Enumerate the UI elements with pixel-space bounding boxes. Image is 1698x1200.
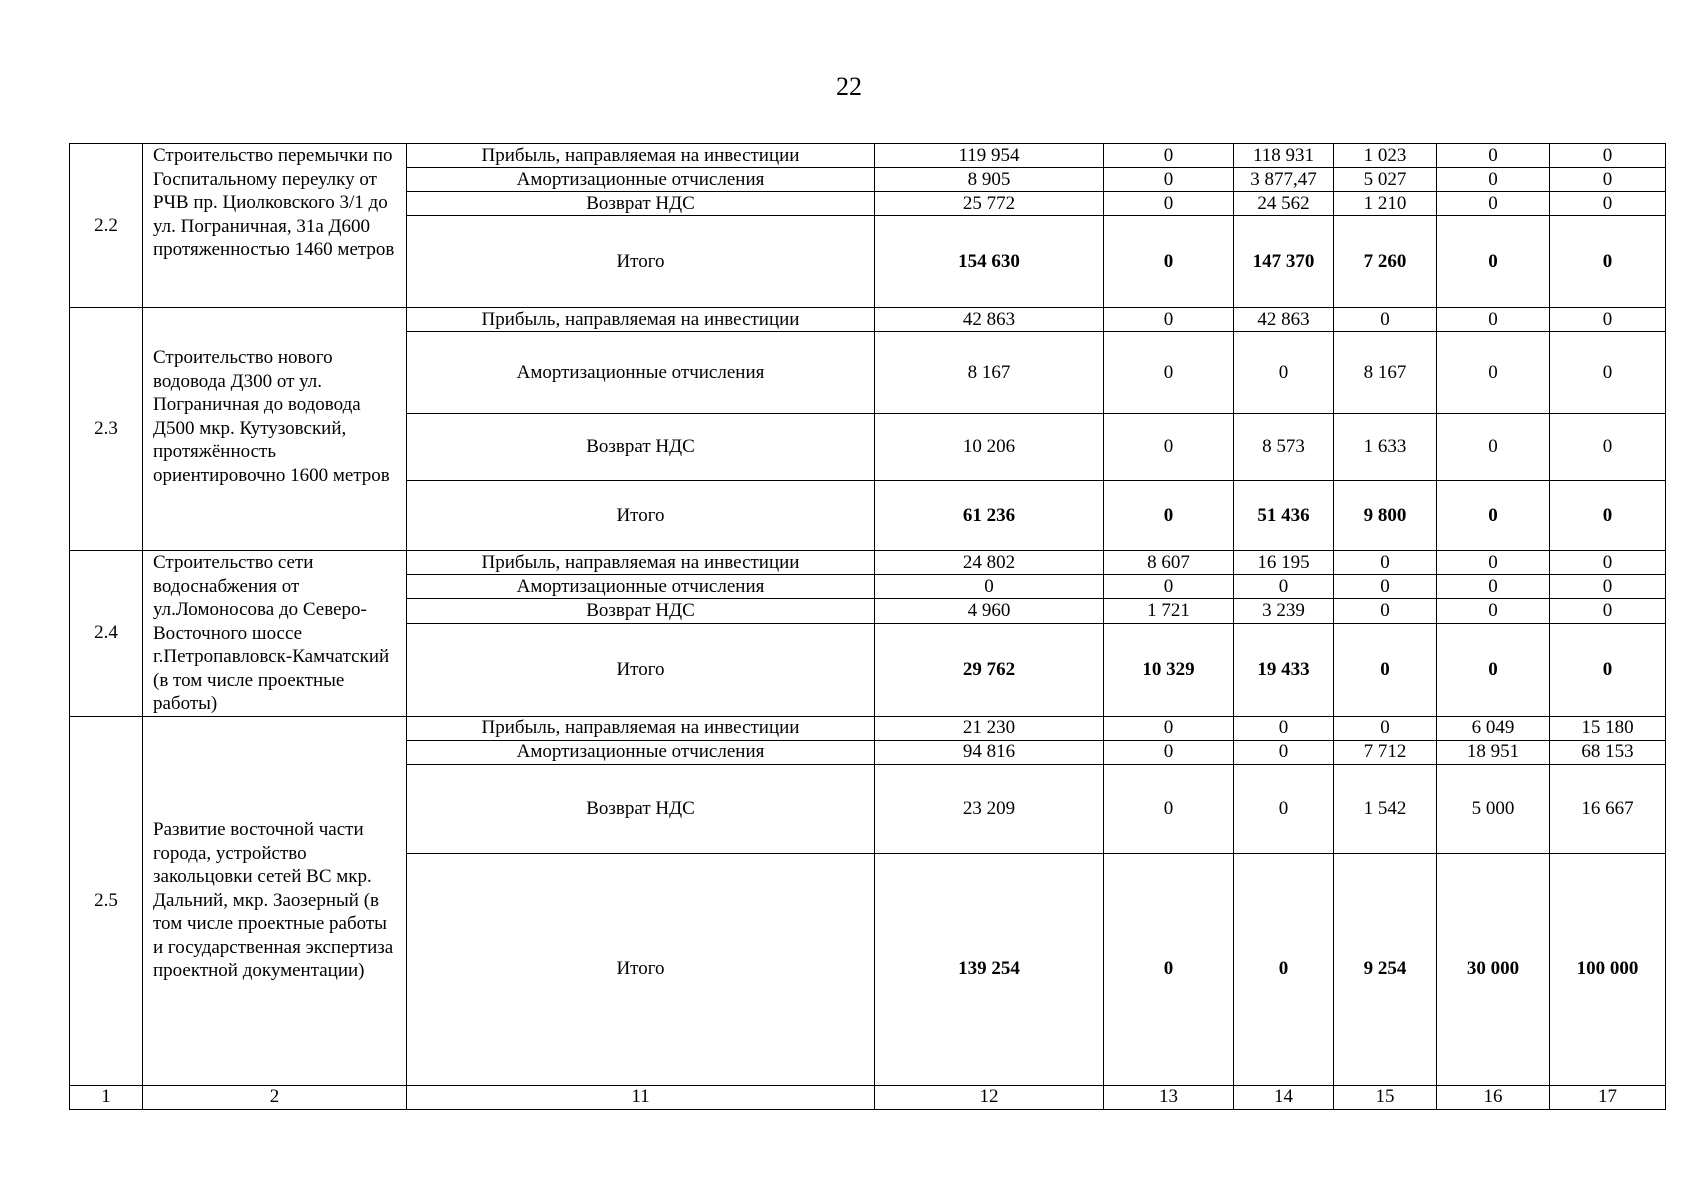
value-cell: 42 863 bbox=[1234, 308, 1334, 332]
value-cell: 0 bbox=[1550, 192, 1666, 216]
value-cell: 0 bbox=[1104, 332, 1234, 414]
value-cell: 0 bbox=[1437, 308, 1550, 332]
funding-source: Прибыль, направляемая на инвестиции bbox=[407, 716, 875, 740]
table-row bbox=[70, 308, 1666, 332]
value-cell: 118 931 bbox=[1234, 144, 1334, 168]
total-cell: 147 370 bbox=[1234, 216, 1334, 308]
value-cell: 16 195 bbox=[1234, 551, 1334, 575]
value-cell: 119 954 bbox=[875, 144, 1104, 168]
column-number: 11 bbox=[407, 1085, 875, 1109]
total-cell: 0 bbox=[1234, 853, 1334, 1085]
total-cell: 51 436 bbox=[1234, 481, 1334, 551]
item-description: Строительство сети водоснабжения от ул.Ломоносова до Северо-Восточного шоссе г.Петропавловск-Камчатский (в том числе проектные работы) bbox=[143, 551, 407, 717]
item-number: 2.5 bbox=[70, 716, 143, 1085]
value-cell: 3 877,47 bbox=[1234, 168, 1334, 192]
value-cell: 23 209 bbox=[875, 764, 1104, 853]
value-cell: 0 bbox=[1550, 308, 1666, 332]
table-row bbox=[70, 551, 1666, 575]
item-description: Развитие восточной части города, устройство закольцовки сетей ВС мкр. Дальний, мкр. Заозерный (в том числе проектные работы и государственная экспертиза проектной документации) bbox=[143, 716, 407, 1085]
value-cell: 0 bbox=[1104, 740, 1234, 764]
value-cell: 0 bbox=[1234, 740, 1334, 764]
value-cell: 0 bbox=[1234, 716, 1334, 740]
value-cell: 0 bbox=[1104, 168, 1234, 192]
funding-source: Прибыль, направляемая на инвестиции bbox=[407, 551, 875, 575]
column-number: 2 bbox=[143, 1085, 407, 1109]
value-cell: 0 bbox=[1234, 575, 1334, 599]
funding-source: Амортизационные отчисления bbox=[407, 575, 875, 599]
column-number: 14 bbox=[1234, 1085, 1334, 1109]
value-cell: 0 bbox=[1104, 716, 1234, 740]
total-cell: 139 254 bbox=[875, 853, 1104, 1085]
value-cell: 4 960 bbox=[875, 599, 1104, 623]
value-cell: 1 210 bbox=[1334, 192, 1437, 216]
column-number: 16 bbox=[1437, 1085, 1550, 1109]
value-cell: 0 bbox=[1334, 599, 1437, 623]
value-cell: 21 230 bbox=[875, 716, 1104, 740]
value-cell: 0 bbox=[1437, 575, 1550, 599]
value-cell: 0 bbox=[1550, 575, 1666, 599]
value-cell: 1 633 bbox=[1334, 414, 1437, 481]
total-cell: 0 bbox=[1104, 216, 1234, 308]
total-cell: 0 bbox=[1437, 623, 1550, 716]
value-cell: 15 180 bbox=[1550, 716, 1666, 740]
value-cell: 8 905 bbox=[875, 168, 1104, 192]
value-cell: 18 951 bbox=[1437, 740, 1550, 764]
value-cell: 25 772 bbox=[875, 192, 1104, 216]
column-number-row bbox=[70, 1085, 1666, 1109]
funding-source: Итого bbox=[407, 216, 875, 308]
total-cell: 10 329 bbox=[1104, 623, 1234, 716]
value-cell: 5 000 bbox=[1437, 764, 1550, 853]
value-cell: 0 bbox=[1437, 599, 1550, 623]
item-number: 2.2 bbox=[70, 144, 143, 308]
value-cell: 0 bbox=[1437, 332, 1550, 414]
page-number: 22 bbox=[836, 72, 862, 101]
total-cell: 0 bbox=[1104, 853, 1234, 1085]
value-cell: 8 167 bbox=[1334, 332, 1437, 414]
value-cell: 16 667 bbox=[1550, 764, 1666, 853]
value-cell: 8 607 bbox=[1104, 551, 1234, 575]
value-cell: 10 206 bbox=[875, 414, 1104, 481]
item-number: 2.4 bbox=[70, 551, 143, 717]
total-cell: 0 bbox=[1104, 481, 1234, 551]
value-cell: 0 bbox=[1334, 575, 1437, 599]
funding-source: Возврат НДС bbox=[407, 192, 875, 216]
value-cell: 24 802 bbox=[875, 551, 1104, 575]
column-number: 13 bbox=[1104, 1085, 1234, 1109]
funding-source: Итого bbox=[407, 481, 875, 551]
total-cell: 9 254 bbox=[1334, 853, 1437, 1085]
funding-source: Прибыль, направляемая на инвестиции bbox=[407, 308, 875, 332]
funding-source: Амортизационные отчисления bbox=[407, 740, 875, 764]
value-cell: 0 bbox=[1550, 414, 1666, 481]
value-cell: 0 bbox=[1437, 551, 1550, 575]
value-cell: 0 bbox=[1104, 764, 1234, 853]
value-cell: 5 027 bbox=[1334, 168, 1437, 192]
total-cell: 61 236 bbox=[875, 481, 1104, 551]
column-number: 1 bbox=[70, 1085, 143, 1109]
total-cell: 30 000 bbox=[1437, 853, 1550, 1085]
value-cell: 3 239 bbox=[1234, 599, 1334, 623]
total-cell: 29 762 bbox=[875, 623, 1104, 716]
funding-source: Возврат НДС bbox=[407, 414, 875, 481]
value-cell: 6 049 bbox=[1437, 716, 1550, 740]
total-cell: 0 bbox=[1437, 216, 1550, 308]
total-cell: 19 433 bbox=[1234, 623, 1334, 716]
value-cell: 0 bbox=[1550, 168, 1666, 192]
value-cell: 0 bbox=[1437, 192, 1550, 216]
item-description: Строительство перемычки по Госпитальному переулку от РЧВ пр. Циолковского 3/1 до ул. Пограничная, 31а Д600 протяженностью 1460 метров bbox=[143, 144, 407, 308]
funding-source: Возврат НДС bbox=[407, 764, 875, 853]
column-number: 12 bbox=[875, 1085, 1104, 1109]
value-cell: 0 bbox=[1104, 414, 1234, 481]
value-cell: 0 bbox=[1437, 168, 1550, 192]
investment-table bbox=[69, 143, 1666, 1110]
value-cell: 0 bbox=[1437, 414, 1550, 481]
total-cell: 0 bbox=[1334, 623, 1437, 716]
value-cell: 94 816 bbox=[875, 740, 1104, 764]
total-cell: 100 000 bbox=[1550, 853, 1666, 1085]
value-cell: 0 bbox=[1104, 192, 1234, 216]
funding-source: Амортизационные отчисления bbox=[407, 332, 875, 414]
funding-source: Возврат НДС bbox=[407, 599, 875, 623]
value-cell: 0 bbox=[1334, 308, 1437, 332]
total-cell: 0 bbox=[1550, 623, 1666, 716]
funding-source: Итого bbox=[407, 623, 875, 716]
value-cell: 0 bbox=[1550, 144, 1666, 168]
total-cell: 154 630 bbox=[875, 216, 1104, 308]
value-cell: 68 153 bbox=[1550, 740, 1666, 764]
funding-source: Итого bbox=[407, 853, 875, 1085]
total-cell: 0 bbox=[1550, 481, 1666, 551]
column-number: 15 bbox=[1334, 1085, 1437, 1109]
total-cell: 0 bbox=[1437, 481, 1550, 551]
value-cell: 0 bbox=[1334, 716, 1437, 740]
value-cell: 0 bbox=[1550, 332, 1666, 414]
value-cell: 0 bbox=[1550, 551, 1666, 575]
value-cell: 1 721 bbox=[1104, 599, 1234, 623]
value-cell: 8 167 bbox=[875, 332, 1104, 414]
column-number: 17 bbox=[1550, 1085, 1666, 1109]
value-cell: 0 bbox=[875, 575, 1104, 599]
value-cell: 0 bbox=[1234, 332, 1334, 414]
value-cell: 0 bbox=[1334, 551, 1437, 575]
funding-source: Амортизационные отчисления bbox=[407, 168, 875, 192]
value-cell: 42 863 bbox=[875, 308, 1104, 332]
total-cell: 9 800 bbox=[1334, 481, 1437, 551]
item-number: 2.3 bbox=[70, 308, 143, 551]
funding-source: Прибыль, направляемая на инвестиции bbox=[407, 144, 875, 168]
value-cell: 0 bbox=[1550, 599, 1666, 623]
table-row bbox=[70, 144, 1666, 168]
value-cell: 24 562 bbox=[1234, 192, 1334, 216]
value-cell: 0 bbox=[1437, 144, 1550, 168]
value-cell: 7 712 bbox=[1334, 740, 1437, 764]
value-cell: 8 573 bbox=[1234, 414, 1334, 481]
value-cell: 1 023 bbox=[1334, 144, 1437, 168]
value-cell: 0 bbox=[1104, 575, 1234, 599]
total-cell: 7 260 bbox=[1334, 216, 1437, 308]
table-row bbox=[70, 716, 1666, 740]
value-cell: 1 542 bbox=[1334, 764, 1437, 853]
total-cell: 0 bbox=[1550, 216, 1666, 308]
value-cell: 0 bbox=[1104, 144, 1234, 168]
value-cell: 0 bbox=[1104, 308, 1234, 332]
value-cell: 0 bbox=[1234, 764, 1334, 853]
item-description: Строительство нового водовода Д300 от ул. Пограничная до водовода Д500 мкр. Кутузовский, протяжённость ориентировочно 1600 метров bbox=[143, 308, 407, 551]
